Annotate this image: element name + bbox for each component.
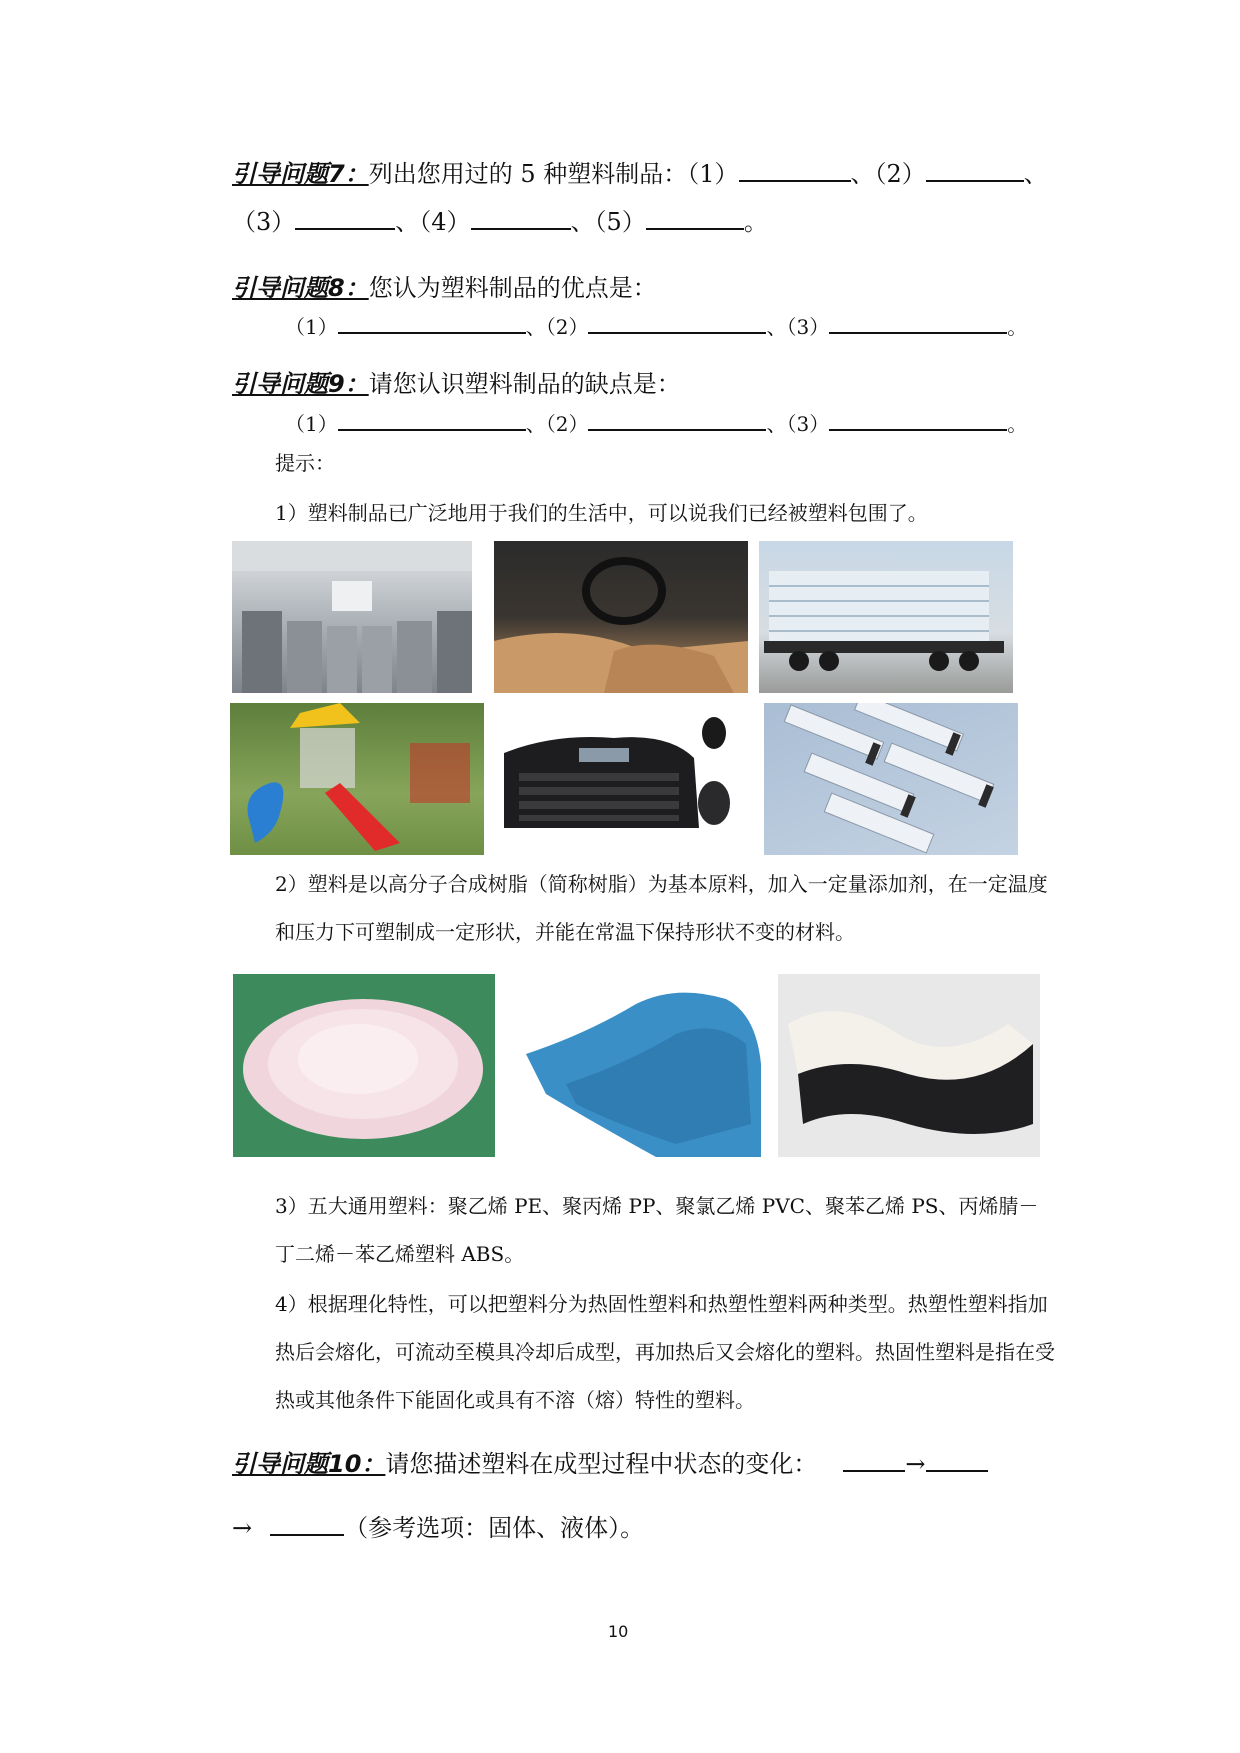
page-number: 10 <box>608 1622 629 1641</box>
pink-pellets-photo <box>233 974 495 1157</box>
question-9-text: 请您认识塑料制品的缺点是： <box>368 370 681 398</box>
separator: 、（2） <box>850 160 926 188</box>
answer-blank-4[interactable] <box>471 206 571 230</box>
question-9-line1 <box>232 368 681 400</box>
state-blank-3[interactable] <box>270 1512 344 1536</box>
question-10-label: 引导问题10： <box>232 1450 386 1478</box>
label-3: 、（3） <box>766 412 830 436</box>
label-1: （1） <box>285 412 338 436</box>
answer-blank-1[interactable] <box>338 314 526 334</box>
question-7-text: 列出您用过的 5 种塑料制品：（1） <box>368 160 739 188</box>
question-9-answers <box>285 410 1027 438</box>
answer-blank-2[interactable] <box>588 411 766 431</box>
answer-blank-3[interactable] <box>829 411 1007 431</box>
arrow-icon: → <box>905 1450 926 1478</box>
label-3: （3） <box>232 208 296 236</box>
hint-2: 2）塑料是以高分子合成树脂（简称树脂）为基本原料，加入一定量添加剂，在一定温度和压力下可塑制成一定形状，并能在常温下保持形状不变的材料。 <box>275 872 1048 944</box>
question-7-line1 <box>232 158 1048 190</box>
hint-3: 3）五大通用塑料：聚乙烯 PE、聚丙烯 PP、聚氯乙烯 PVC、聚苯乙烯 PS、丙烯腈－丁二烯－苯乙烯塑料 ABS。 <box>275 1194 1039 1266</box>
answer-blank-1[interactable] <box>739 158 851 182</box>
hint-4: 4）根据理化特性，可以把塑料分为热固性塑料和热塑性塑料两种类型。热塑性塑料指加热后会熔化，可流动至模具冷却后成型，再加热后又会熔化的塑料。热固性塑料是指在受热或其他条件下能固化或具有不溶（熔）特性的塑料。 <box>275 1292 1055 1412</box>
question-9-label: 引导问题9： <box>232 370 369 398</box>
blue-pellets-photo <box>506 974 768 1157</box>
question-8-text: 您认为塑料制品的优点是： <box>368 274 657 302</box>
separator: 、（5） <box>570 208 646 236</box>
arrow-icon: → <box>232 1514 253 1542</box>
answer-blank-3[interactable] <box>295 206 395 230</box>
question-10-line2 <box>232 1512 644 1544</box>
label-2: 、（2） <box>525 412 589 436</box>
answer-blank-2[interactable] <box>588 314 766 334</box>
question-10-line1 <box>232 1448 988 1480</box>
answer-blank-2[interactable] <box>926 158 1024 182</box>
label-3: 、（3） <box>766 315 830 339</box>
question-10-text: 请您描述塑料在成型过程中状态的变化： <box>385 1450 818 1478</box>
hints-title: 提示： <box>275 451 335 475</box>
label-1: （1） <box>285 315 338 339</box>
period: 。 <box>1007 412 1028 436</box>
hint-1: 1）塑料制品已广泛地用于我们的生活中，可以说我们已经被塑料包围了。 <box>275 501 928 525</box>
question-7-line2 <box>232 206 768 238</box>
period: 。 <box>743 208 768 236</box>
airplane-cabin-photo <box>232 541 472 693</box>
state-blank-1[interactable] <box>843 1448 905 1472</box>
answer-blank-3[interactable] <box>829 314 1007 334</box>
state-blank-2[interactable] <box>926 1448 988 1472</box>
label-2: 、（2） <box>525 315 589 339</box>
answer-blank-5[interactable] <box>646 206 744 230</box>
question-8-label: 引导问题8： <box>232 274 369 302</box>
playground-slide-photo <box>230 703 484 855</box>
separator: 、 <box>1023 160 1048 188</box>
question-7-label: 引导问题7： <box>232 160 369 188</box>
period: 。 <box>1007 315 1028 339</box>
options-text: （参考选项：固体、液体）。 <box>344 1514 645 1542</box>
answer-blank-1[interactable] <box>338 411 526 431</box>
question-8-line1 <box>232 272 657 304</box>
syringes-photo <box>764 703 1018 855</box>
car-interior-photo <box>494 541 748 693</box>
keyboard-mouse-photo <box>494 703 739 855</box>
question-8-answers <box>285 313 1027 341</box>
separator: 、（4） <box>395 208 471 236</box>
truck-pipes-photo <box>759 541 1013 693</box>
black-white-pellets-photo <box>778 974 1040 1157</box>
